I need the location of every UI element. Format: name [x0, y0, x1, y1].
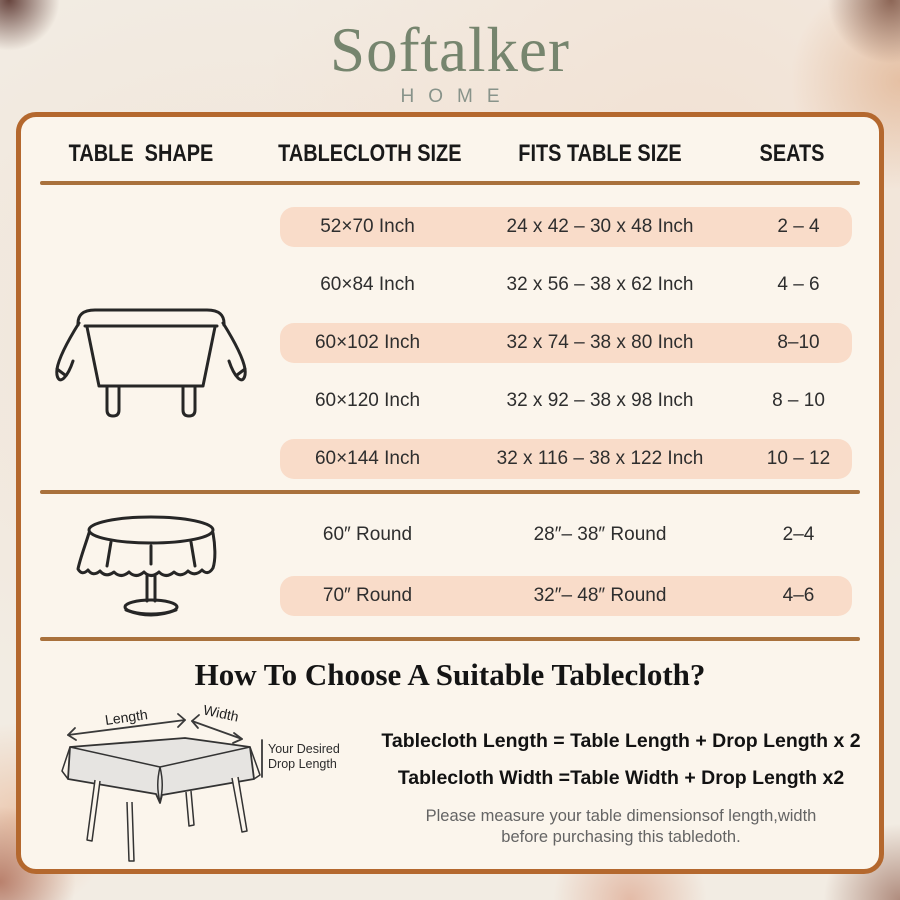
diagram-length-label: Length	[103, 706, 149, 728]
size-row	[280, 265, 852, 305]
seats-cell: 10 – 12	[766, 448, 831, 469]
diagram-drop-label-line2: Drop Length	[268, 757, 337, 771]
section-divider	[40, 490, 860, 494]
formula-length: Tablecloth Length = Table Length + Drop Length x 2	[381, 730, 861, 752]
header-divider	[40, 181, 860, 185]
size-row	[280, 515, 852, 555]
tablecloth-measurement-diagram	[30, 695, 350, 870]
fits-table-size-cell: 32″– 48″ Round	[533, 585, 667, 606]
fits-table-size-cell: 32 x 74 – 38 x 80 Inch	[506, 332, 694, 353]
diagram-width-label: Width	[201, 701, 241, 725]
seats-cell: 2 – 4	[777, 216, 820, 237]
size-row	[280, 207, 852, 247]
seats-cell: 2–4	[782, 524, 815, 545]
guide-text-block	[371, 720, 871, 849]
brand-logo: Softalker	[330, 15, 570, 85]
measure-note	[371, 806, 871, 849]
tablecloth-size-cell: 60×84 Inch	[320, 274, 415, 295]
fits-table-size-cell: 24 x 42 – 30 x 48 Inch	[506, 216, 694, 237]
section-divider	[40, 637, 860, 641]
column-header-fits-table-size: FITS TABLE SIZE	[518, 140, 682, 167]
size-row	[280, 381, 852, 421]
fits-table-size-cell: 28″– 38″ Round	[533, 524, 667, 545]
size-row	[280, 576, 852, 616]
round-table-icon	[66, 504, 236, 629]
column-header-tablecloth-size: TABLECLOTH SIZE	[278, 140, 462, 167]
size-chart-panel	[16, 112, 884, 874]
tablecloth-size-cell: 60×144 Inch	[314, 448, 421, 469]
tablecloth-size-cell: 52×70 Inch	[320, 216, 415, 237]
fits-table-size-cell: 32 x 56 – 38 x 62 Inch	[506, 274, 694, 295]
tablecloth-size-cell: 60×102 Inch	[314, 332, 421, 353]
tablecloth-size-cell: 60×120 Inch	[314, 390, 421, 411]
tablecloth-size-cell: 60″ Round	[322, 524, 413, 545]
column-header-table-shape: TABLE SHAPE	[68, 140, 214, 167]
guide-title: How To Choose A Suitable Tablecloth?	[194, 657, 706, 692]
rectangle-table-icon	[51, 297, 251, 422]
size-row	[280, 323, 852, 363]
column-header-seats: SEATS	[759, 140, 825, 167]
seats-cell: 8–10	[777, 332, 820, 353]
size-row	[280, 439, 852, 479]
formula-width: Tablecloth Width =Table Width + Drop Length x2	[397, 767, 845, 789]
seats-cell: 8 – 10	[772, 390, 825, 411]
seats-cell: 4–6	[782, 585, 815, 606]
diagram-drop-label-line1: Your Desired	[268, 742, 340, 756]
measure-note-line2: before purchasing this tabledoth.	[501, 828, 741, 847]
brand-subtitle: HOME	[400, 86, 514, 107]
measure-note-line1: Please measure your table dimensionsof length,width	[425, 807, 817, 825]
fits-table-size-cell: 32 x 92 – 38 x 98 Inch	[506, 390, 694, 411]
fits-table-size-cell: 32 x 116 – 38 x 122 Inch	[496, 448, 704, 469]
tablecloth-size-cell: 70″ Round	[322, 585, 413, 606]
seats-cell: 4 – 6	[777, 274, 820, 295]
